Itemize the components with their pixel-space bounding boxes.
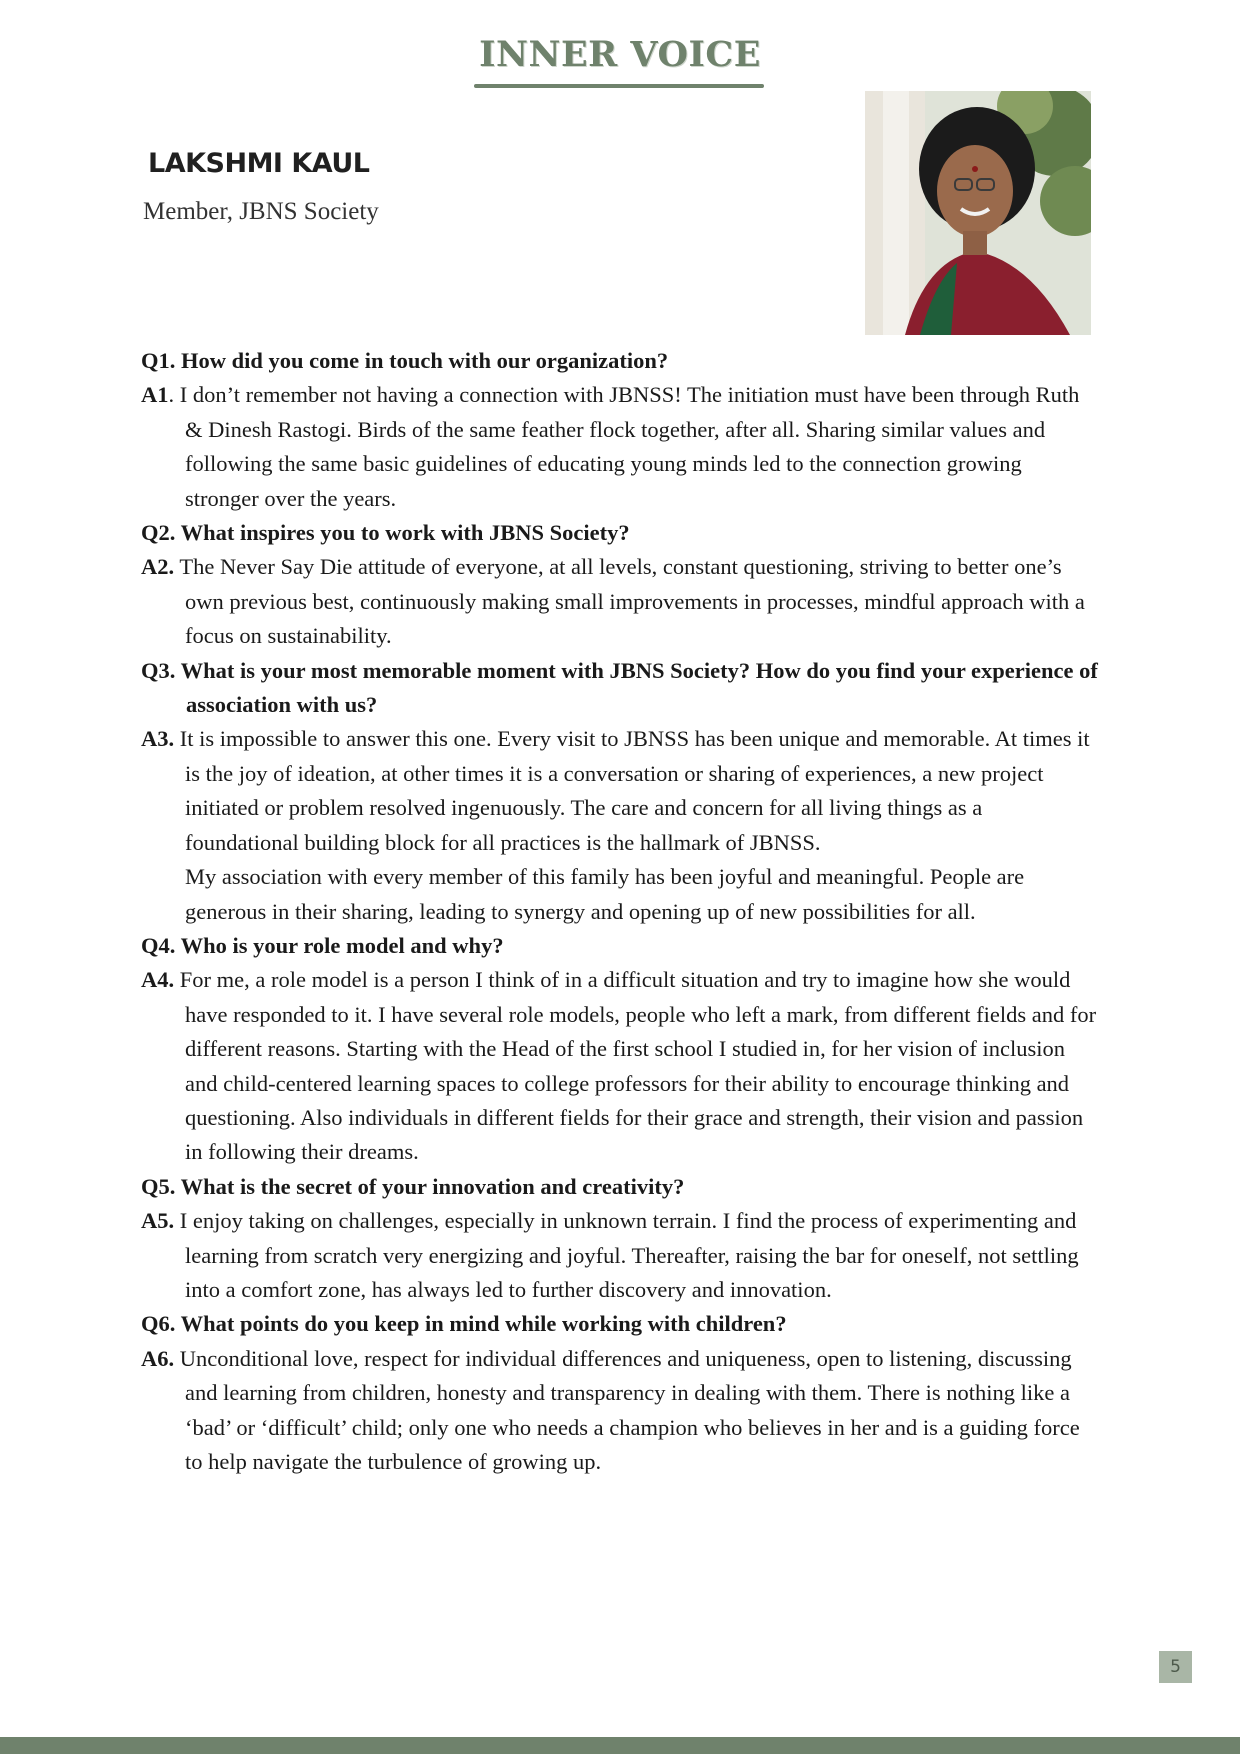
answer-3-continued: My association with every member of this family has been joyful and meaningful. People are generous in their sharing, leading to synergy and opening up of new possibilities for all. <box>185 864 1025 924</box>
question-5: Q5. What is the secret of your innovation and creativity? <box>141 1173 685 1199</box>
question-4: Q4. Who is your role model and why? <box>141 932 504 958</box>
answer-1: A1. I don’t remember not having a connection with JBNSS! The initiation must have been through Ruth & Dinesh Rastogi. Birds of the same feather flock together, after all. Sharing similar values and following the same basic guidelines of educating young minds led to the connection growing stronger over the years. <box>141 382 1080 511</box>
qa-section <box>141 344 1101 1479</box>
question-2: Q2. What inspires you to work with JBNS Society? <box>141 520 630 546</box>
question-3: Q3. What is your most memorable moment with JBNS Society? How do you find your experience of association with us? <box>141 657 1098 718</box>
person-name: LAKSHMI KAUL <box>148 148 370 179</box>
person-role: Member, JBNS Society <box>143 198 379 225</box>
page-number: 5 <box>1159 1651 1192 1683</box>
answer-6: A6. Unconditional love, respect for individual differences and uniqueness, open to listening, discussing and learning from children, honesty and transparency in dealing with them. There is nothing like a ‘bad’ or ‘difficult’ child; only one who needs a champion who believes in her and is a guiding force to help navigate the turbulence of growing up. <box>141 1345 1080 1474</box>
question-6: Q6. What points do you keep in mind while working with children? <box>141 1311 787 1337</box>
title-underline <box>474 84 764 88</box>
answer-2: A2. The Never Say Die attitude of everyone, at all levels, constant questioning, striving to better one’s own previous best, continuously making small improvements in processes, mindful approach with a focus on sustainability. <box>141 554 1085 649</box>
page-title: INNER VOICE <box>479 34 761 75</box>
answer-5: A5. I enjoy taking on challenges, especially in unknown terrain. I find the process of experimenting and learning from scratch very energizing and joyful. Thereafter, raising the bar for oneself, not settling into a comfort zone, has always led to further discovery and innovation. <box>141 1208 1079 1302</box>
answer-3: A3. It is impossible to answer this one. Every visit to JBNSS has been unique and memorable. At times it is the joy of ideation, at other times it is a conversation or sharing of experiences, a new project initiated or problem resolved ingenuously. The care and concern for all living things as a foundational building block for all practices is the hallmark of JBNSS. <box>141 726 1090 855</box>
footer-bar <box>0 1737 1240 1754</box>
answer-4: A4. For me, a role model is a person I think of in a difficult situation and try to imagine how she would have responded to it. I have several role models, people who left a mark, from different fields and for different reasons. Starting with the Head of the first school I studied in, for her vision of inclusion and child-centered learning spaces to college professors for their ability to encourage thinking and questioning. Also individuals in different fields for their grace and strength, their vision and passion in following their dreams. <box>141 967 1097 1165</box>
question-1: Q1. How did you come in touch with our organization? <box>141 348 669 373</box>
portrait-photo <box>865 91 1091 335</box>
